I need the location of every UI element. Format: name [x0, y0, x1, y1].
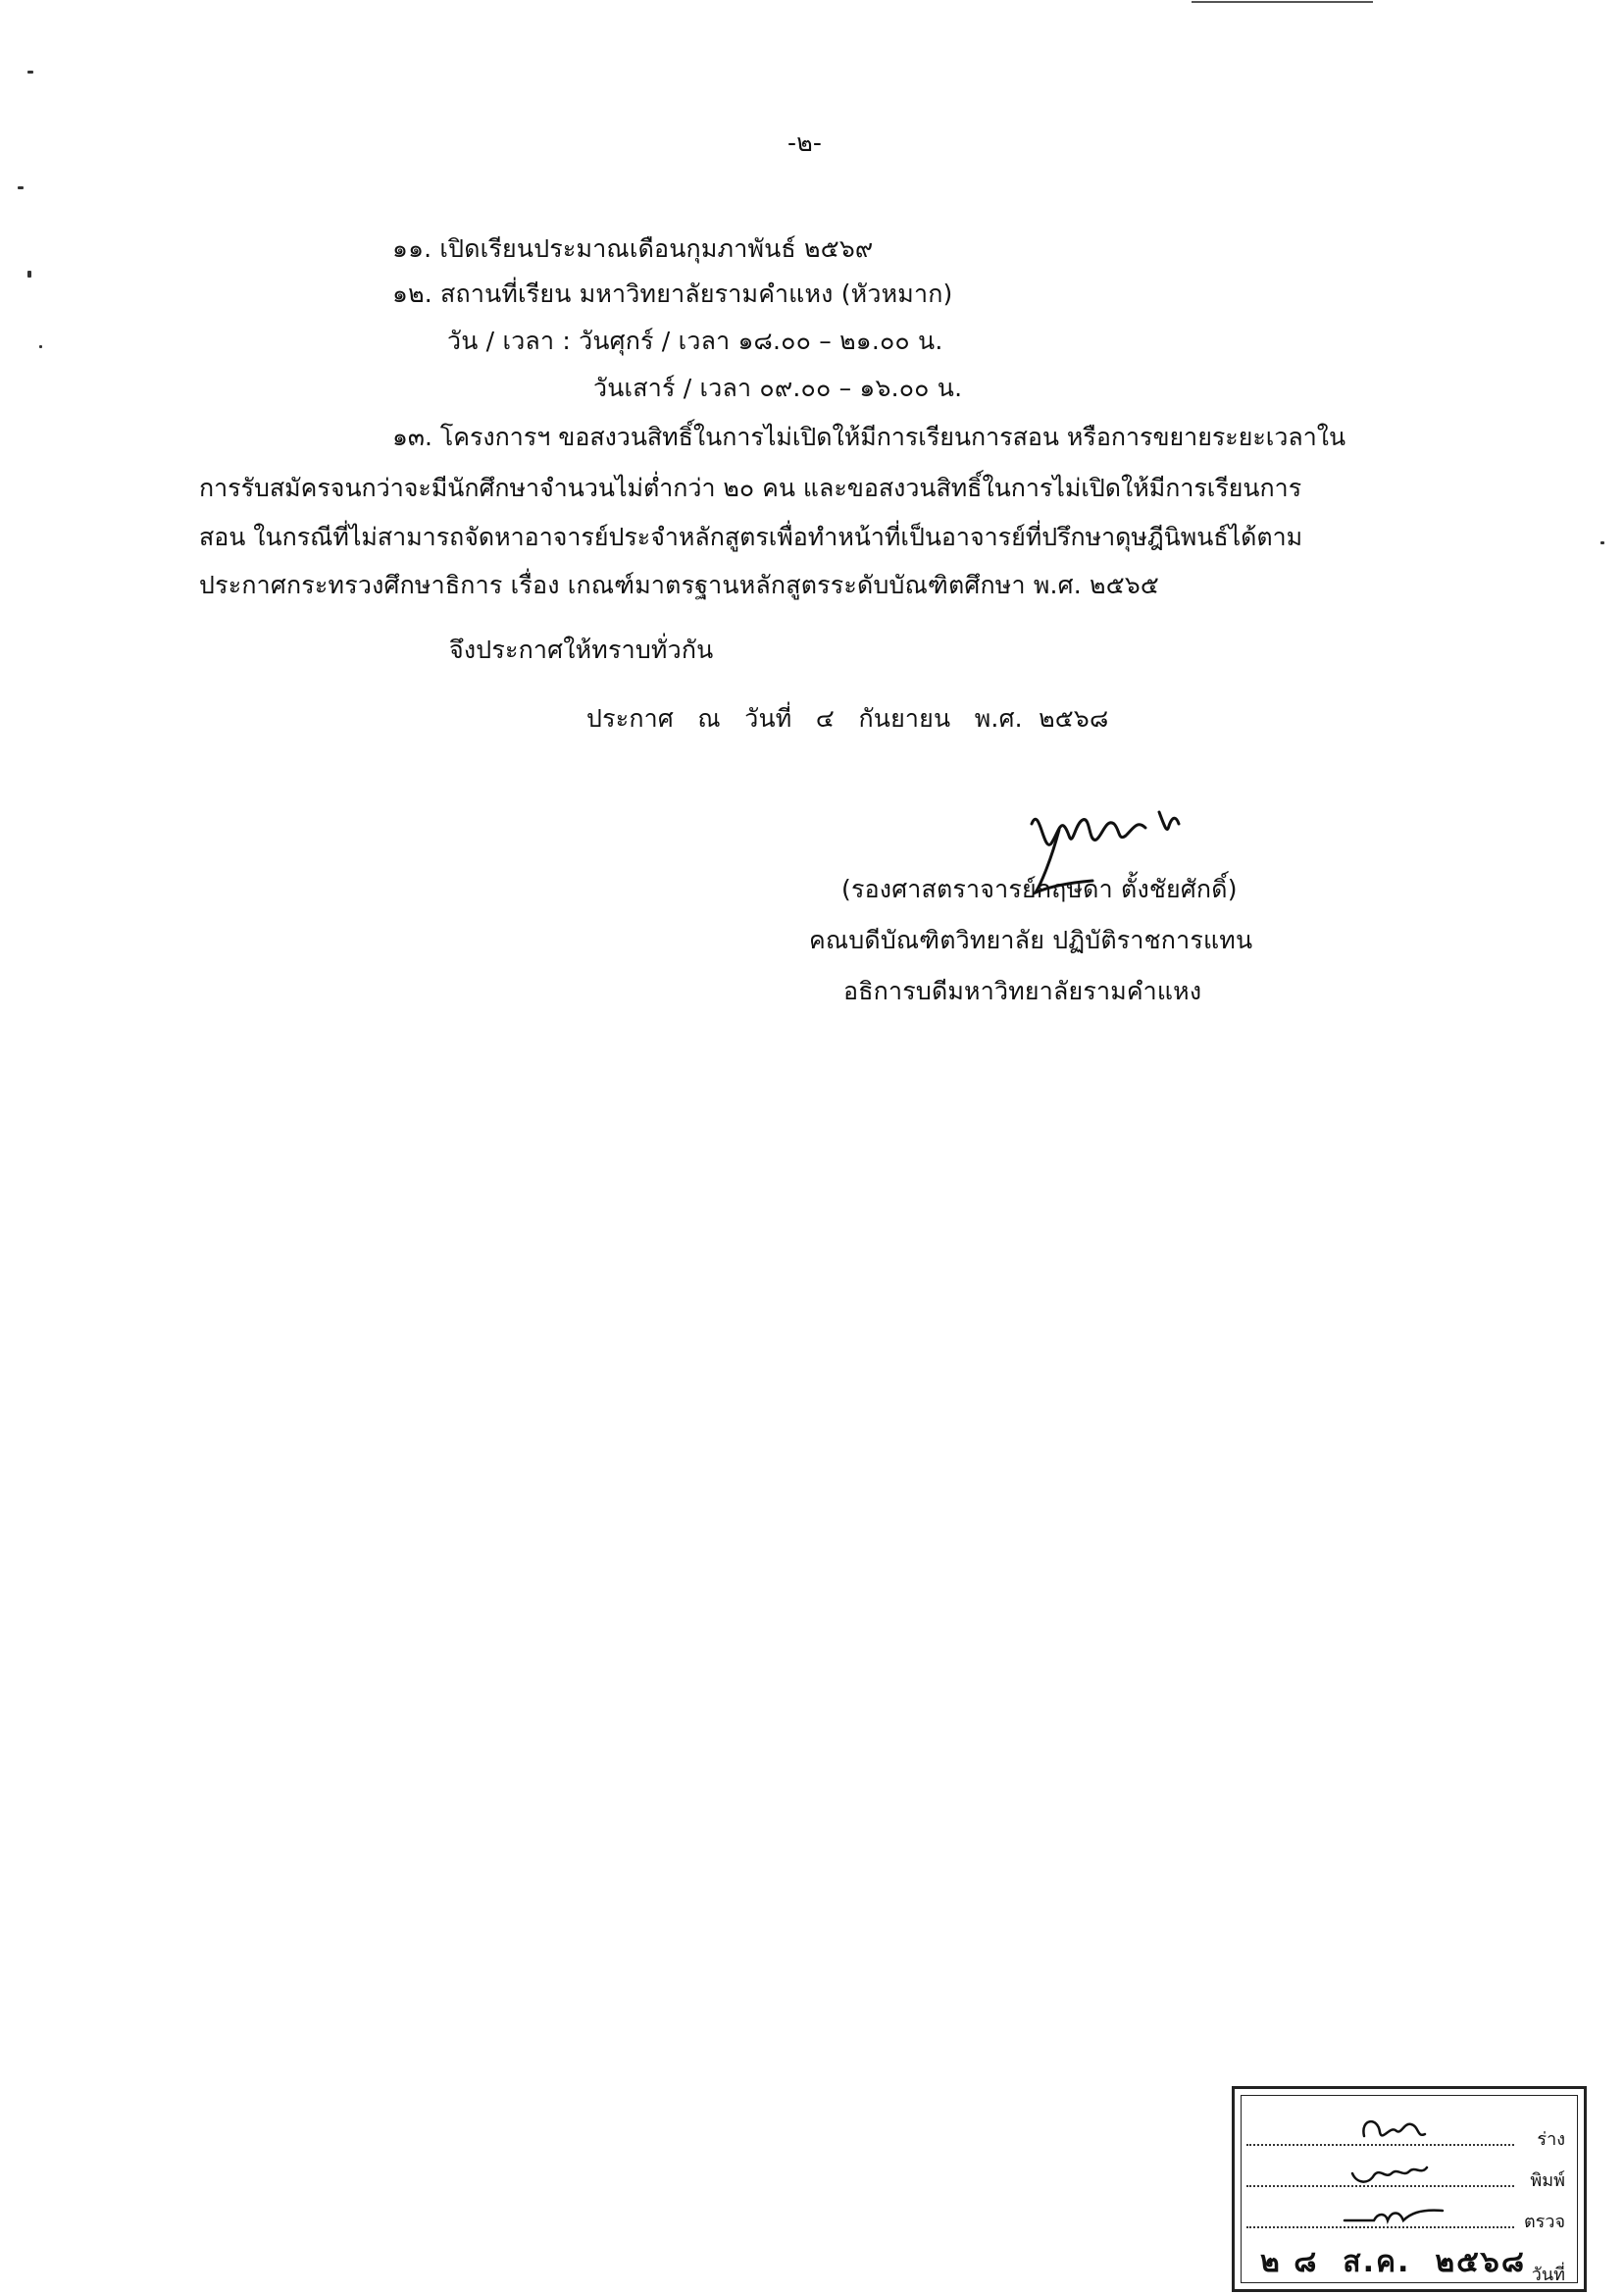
top-rule: [1192, 1, 1373, 3]
scan-mark: [1600, 541, 1604, 544]
stamp-date: ๒ ๘ ส.ค. ๒๕๖๘: [1260, 2245, 1526, 2279]
stamp-row-print: [1246, 2150, 1565, 2193]
scan-mark: [27, 271, 31, 278]
item-11: ๑๑. เปิดเรียนประมาณเดือนกุมภาพันธ์ ๒๕๖๙: [392, 234, 874, 263]
initials-signature: [1335, 2191, 1472, 2230]
schedule-line-2: วันเสาร์ / เวลา ๐๙.๐๐ – ๑๖.๐๐ น.: [593, 374, 963, 402]
signatory-position-1: คณบดีบัณฑิตวิทยาลัย ปฏิบัติราชการแทน: [809, 926, 1253, 954]
stamp-label-print: พิมพ์: [1530, 2170, 1565, 2191]
item-13-line-2: การรับสมัครจนกว่าจะมีนักศึกษาจำนวนไม่ต่ำกว่า ๒๐ คน และขอสงวนสิทธิ์ในการไม่เปิดให้มีการเรียนการ: [199, 474, 1302, 502]
stamp-label-check: ตรวจ: [1523, 2212, 1565, 2232]
stamp-label-draft: ร่าง: [1537, 2129, 1565, 2150]
initials-signature: [1335, 2109, 1472, 2148]
page-number: -๒-: [787, 128, 823, 157]
approval-stamp: [1232, 2086, 1587, 2292]
scan-mark: [18, 186, 24, 189]
announce-date: ประกาศ ณ วันที่ ๔ กันยายน พ.ศ. ๒๕๖๘: [586, 704, 1109, 733]
scan-mark: [39, 345, 42, 348]
schedule-line-1: วัน / เวลา : วันศุกร์ / เวลา ๑๘.๐๐ – ๒๑.๐๐ น.: [447, 327, 943, 355]
item-12: ๑๒. สถานที่เรียน มหาวิทยาลัยรามคำแหง (หัวหมาก): [392, 280, 953, 308]
scan-mark: [27, 71, 33, 74]
closing-text: จึงประกาศให้ทราบทั่วกัน: [449, 636, 714, 664]
stamp-label-date: วันที่: [1531, 2265, 1565, 2285]
item-13-line-4: ประกาศกระทรวงศึกษาธิการ เรื่อง เกณฑ์มาตรฐานหลักสูตรระดับบัณฑิตศึกษา พ.ศ. ๒๕๖๕: [199, 571, 1160, 599]
stamp-row-check: [1246, 2191, 1565, 2234]
stamp-row-date: [1246, 2236, 1565, 2287]
item-13-line-3: สอน ในกรณีที่ไม่สามารถจัดหาอาจารย์ประจำหลักสูตรเพื่อทำหน้าที่เป็นอาจารย์ที่ปรึกษาดุษฎีนิพนธ์ได้ตาม: [199, 523, 1303, 551]
signatory-name: (รองศาสตราจารย์กฤษดา ตั้งชัยศักดิ์): [841, 875, 1238, 903]
initials-signature: [1335, 2150, 1472, 2189]
stamp-row-draft: [1246, 2109, 1565, 2152]
signatory-position-2: อธิการบดีมหาวิทยาลัยรามคำแหง: [843, 977, 1202, 1005]
item-13-line-1: ๑๓. โครงการฯ ขอสงวนสิทธิ์ในการไม่เปิดให้มีการเรียนการสอน หรือการขยายระยะเวลาใน: [392, 423, 1346, 451]
